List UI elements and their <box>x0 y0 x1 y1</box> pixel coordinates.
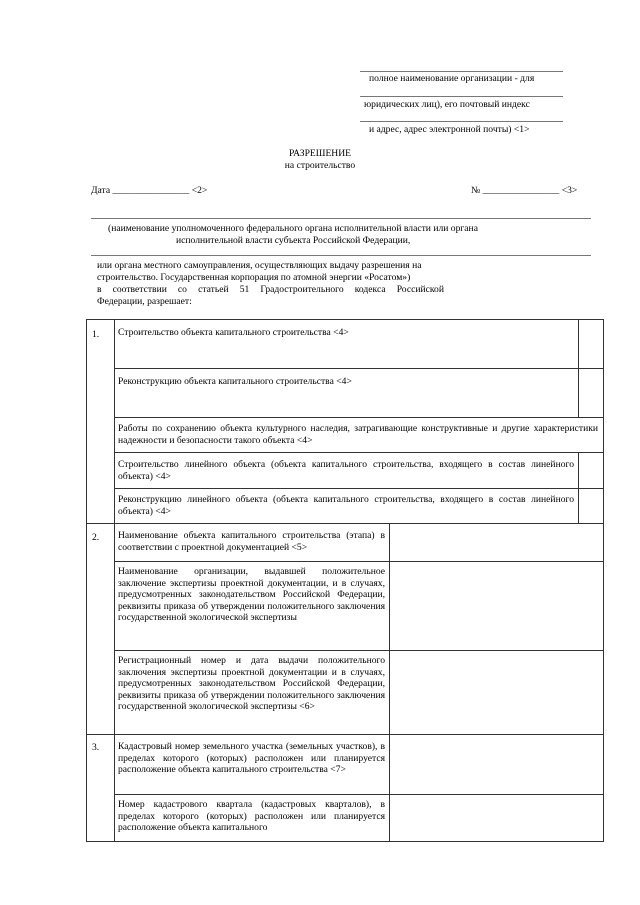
authority-paragraph-line-4: Федерации, разрешает: <box>97 296 192 307</box>
number-footnote: <3> <box>561 185 578 196</box>
table-cell-expertise-organization: Наименование организации, выдавшей положительное заключение экспертизы проектной документации, и в случаях, предусмотренных законодательством Российской Федерации, реквизиты приказа об утверждении положительного заключения государственной экологической экспертизы <box>118 566 385 624</box>
recipient-line-top <box>360 71 563 72</box>
table-rule <box>114 452 603 453</box>
table-rule-section <box>86 523 604 524</box>
authority-paragraph-line-2: строительство. Государственная корпорация по атомной энергии «Росатом») <box>97 272 411 283</box>
table-cell-linear-reconstruction: Реконструкцию линейного объекта (объекта капитального строительства, входящего в состав линейного объекта) <4> <box>118 494 574 517</box>
table-cell-heritage-works: Работы по сохранению объекта культурного наследия, затрагивающие конструктивные и другие характеристики надежности и безопасности такого объекта <4> <box>118 423 598 446</box>
date-label: Дата <box>91 185 111 196</box>
table-cell-reconstruction: Реконструкцию объекта капитального строительства <4> <box>118 376 352 387</box>
document-title: РАЗРЕШЕНИЕ <box>288 148 352 159</box>
table-rule <box>114 561 603 562</box>
section-number-2: 2. <box>92 532 100 543</box>
recipient-line-mid <box>360 96 563 97</box>
document-subtitle: на строительство <box>284 160 356 171</box>
authority-line-bottom <box>91 255 591 256</box>
number-field <box>471 185 577 197</box>
table-border-bottom <box>86 841 604 842</box>
date-blank: ________________ <box>112 185 190 196</box>
table-border-left <box>86 319 87 842</box>
table-col-number-divider <box>114 319 115 842</box>
number-label: № <box>471 185 481 196</box>
table-cell-cadastral-quarter: Номер кадастрового квартала (кадастровых кварталов), в пределах которого (которых) расположен или планируется расположение объекта капитального <box>118 799 385 834</box>
date-footnote: <2> <box>191 185 208 196</box>
table-border-top <box>86 319 604 320</box>
table-cell-new-construction: Строительство объекта капитального строительства <4> <box>118 327 349 338</box>
number-blank: ________________ <box>482 185 560 196</box>
table-rule <box>114 488 603 489</box>
recipient-line-low <box>360 121 563 122</box>
section-number-1: 1. <box>92 329 100 340</box>
table-rule <box>114 650 603 651</box>
table-cell-cadastral-number: Кадастровый номер земельного участка (земельных участков), в пределах которого (которых) расположен или планируется расположение объекта капитального строительства <7> <box>118 741 385 776</box>
table-rule-section <box>86 734 604 735</box>
table-rule <box>114 794 603 795</box>
table-border-right <box>603 319 604 842</box>
recipient-line-3: и адрес, адрес электронной почты) <1> <box>369 124 530 135</box>
authority-line-top <box>91 218 591 219</box>
authority-caption-2: исполнительной власти субъекта Российской Федерации, <box>176 235 411 246</box>
authority-caption-1: (наименование уполномоченного федерального органа исполнительной власти или органа <box>108 223 478 234</box>
authority-paragraph-line-3: в соответствии со статьей 51 Градостроительного кодекса Российской <box>97 284 444 295</box>
recipient-line-1: полное наименование организации - для <box>369 73 535 84</box>
section-number-3: 3. <box>92 742 100 753</box>
table-cell-object-name: Наименование объекта капитального строительства (этапа) в соответствии с проектной документацией <5> <box>118 530 385 553</box>
date-field <box>91 185 207 197</box>
table-cell-expertise-registration: Регистрационный номер и дата выдачи положительного заключения экспертизы проектной документации и в случаях, предусмотренных законодательством Российской Федерации, реквизиты приказа об утверждении положительного заключения государственной экологической экспертизы <6> <box>118 655 385 713</box>
authority-paragraph-line-1: или органа местного самоуправления, осуществляющих выдачу разрешения на <box>97 260 422 271</box>
table-rule <box>114 417 603 418</box>
table-cell-linear-construction: Строительство линейного объекта (объекта капитального строительства, входящего в состав линейного объекта) <4> <box>118 459 574 482</box>
table-rule <box>114 368 603 369</box>
recipient-line-2: юридических лиц), его почтовый индекс <box>364 99 530 110</box>
